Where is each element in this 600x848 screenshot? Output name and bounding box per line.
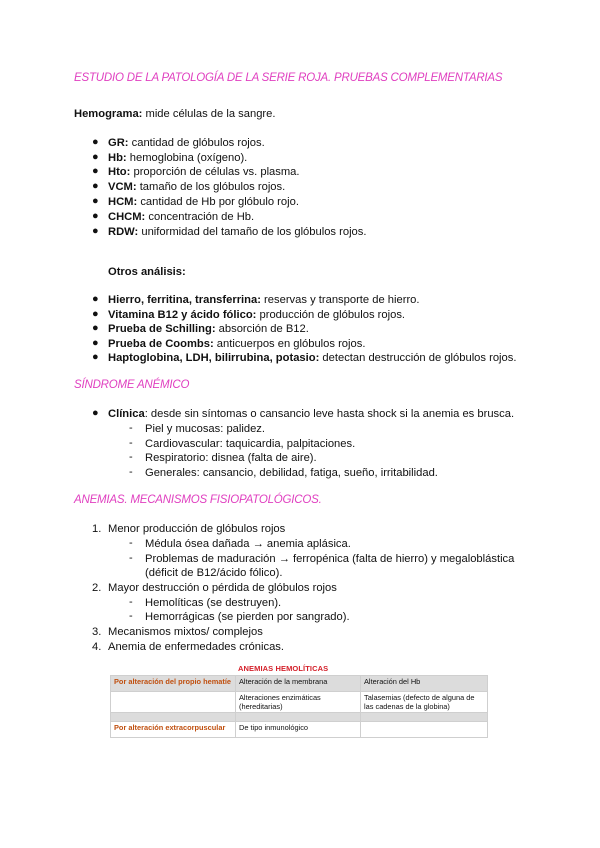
dash-icon: - (129, 552, 133, 564)
list-item: Piel y mucosas: palidez. (145, 423, 266, 435)
bullet-icon: ● (92, 351, 99, 363)
section-title-anemias-mecanismos: ANEMIAS. MECANISMOS FISIOPATOLÓGICOS. (74, 494, 322, 506)
list-item: VCM: tamaño de los glóbulos rojos. (108, 181, 286, 193)
list-number: 2. (92, 582, 102, 594)
list-item: Hemorrágicas (se pierden por sangrado). (145, 611, 350, 623)
list-item: Hierro, ferritina, transferrina: reservas y transporte de hierro. (108, 294, 420, 306)
bullet-icon: ● (92, 293, 99, 305)
list-item: Hb: hemoglobina (oxígeno). (108, 152, 248, 164)
table-cell: Talasemias (defecto de alguna de las cadenas de la globina) (361, 692, 488, 713)
dash-icon: - (129, 596, 133, 608)
dash-icon: - (129, 537, 133, 549)
list-item: Respiratorio: disnea (falta de aire). (145, 452, 317, 464)
list-item: Problemas de maduración → ferropénica (falta de hierro) y megaloblástica (145, 553, 515, 565)
dash-icon: - (129, 422, 133, 434)
bullet-icon: ● (92, 337, 99, 349)
table-cell: Alteraciones enzimáticas (hereditarias) (236, 692, 361, 713)
table-cell: Alteración de la membrana (236, 676, 361, 692)
list-item: GR: cantidad de glóbulos rojos. (108, 137, 265, 149)
list-item: Menor producción de glóbulos rojos (108, 523, 286, 535)
list-item: RDW: uniformidad del tamaño de los glóbulos rojos. (108, 226, 367, 238)
bullet-icon: ● (92, 180, 99, 192)
section-title-sindrome-anemico: SÍNDROME ANÉMICO (74, 379, 190, 391)
hemoliticas-table (110, 675, 488, 738)
dash-icon: - (129, 437, 133, 449)
table-cell (361, 713, 488, 722)
list-item: CHCM: concentración de Hb. (108, 211, 255, 223)
bullet-icon: ● (92, 151, 99, 163)
list-item: Haptoglobina, LDH, bilirrubina, potasio: detectan destrucción de glóbulos rojos. (108, 352, 517, 364)
list-number: 4. (92, 641, 102, 653)
list-item: HCM: cantidad de Hb por glóbulo rojo. (108, 196, 299, 208)
list-item: Prueba de Schilling: absorción de B12. (108, 323, 309, 335)
table-cell: De tipo inmunológico (236, 722, 361, 738)
dash-icon: - (129, 451, 133, 463)
table-row (111, 722, 488, 738)
bullet-icon: ● (92, 407, 99, 419)
bullet-icon: ● (92, 308, 99, 320)
list-item: Cardiovascular: taquicardia, palpitaciones. (145, 438, 356, 450)
list-item: Mecanismos mixtos/ complejos (108, 626, 263, 638)
bullet-icon: ● (92, 322, 99, 334)
hemograma-label: Hemograma: (74, 108, 143, 120)
table-cell: Por alteración extracorpuscular (111, 722, 236, 738)
list-item: Médula ósea dañada → anemia aplásica. (145, 538, 351, 550)
hemograma-line (74, 107, 275, 122)
table-cell: Alteración del Hb (361, 676, 488, 692)
hemograma-text: mide células de la sangre. (142, 108, 276, 120)
table-cell (111, 692, 236, 713)
list-number: 1. (92, 523, 102, 535)
list-number: 3. (92, 626, 102, 638)
table-cell (361, 722, 488, 738)
dash-icon: - (129, 466, 133, 478)
list-item: Mayor destrucción o pérdida de glóbulos rojos (108, 582, 337, 594)
table-row (111, 692, 488, 713)
table-cell (236, 713, 361, 722)
table-cell (111, 713, 236, 722)
section-title-serie-roja: ESTUDIO DE LA PATOLOGÍA DE LA SERIE ROJA. PRUEBAS COMPLEMENTARIAS (74, 72, 503, 84)
list-item: Anemia de enfermedades crónicas. (108, 641, 284, 653)
list-item: Prueba de Coombs: anticuerpos en glóbulos rojos. (108, 338, 366, 350)
table-row (111, 676, 488, 692)
list-item: Vitamina B12 y ácido fólico: producción de glóbulos rojos. (108, 309, 406, 321)
table-row (111, 713, 488, 722)
bullet-icon: ● (92, 165, 99, 177)
dash-icon: - (129, 610, 133, 622)
list-item: Hto: proporción de células vs. plasma. (108, 166, 300, 178)
table-cell: Por alteración del propio hematíe (111, 676, 236, 692)
otros-analisis-title: Otros análisis: (108, 266, 186, 278)
table-title: ANEMIAS HEMOLÍTICAS (238, 664, 329, 673)
list-item: Hemolíticas (se destruyen). (145, 597, 282, 609)
bullet-icon: ● (92, 195, 99, 207)
clinica-item: Clínica: desde sin síntomas o cansancio leve hasta shock si la anemia es brusca. (108, 408, 515, 420)
bullet-icon: ● (92, 210, 99, 222)
list-item: Generales: cansancio, debilidad, fatiga, sueño, irritabilidad. (145, 467, 438, 479)
list-item-continuation: (déficit de B12/ácido fólico). (145, 567, 283, 579)
bullet-icon: ● (92, 136, 99, 148)
bullet-icon: ● (92, 225, 99, 237)
